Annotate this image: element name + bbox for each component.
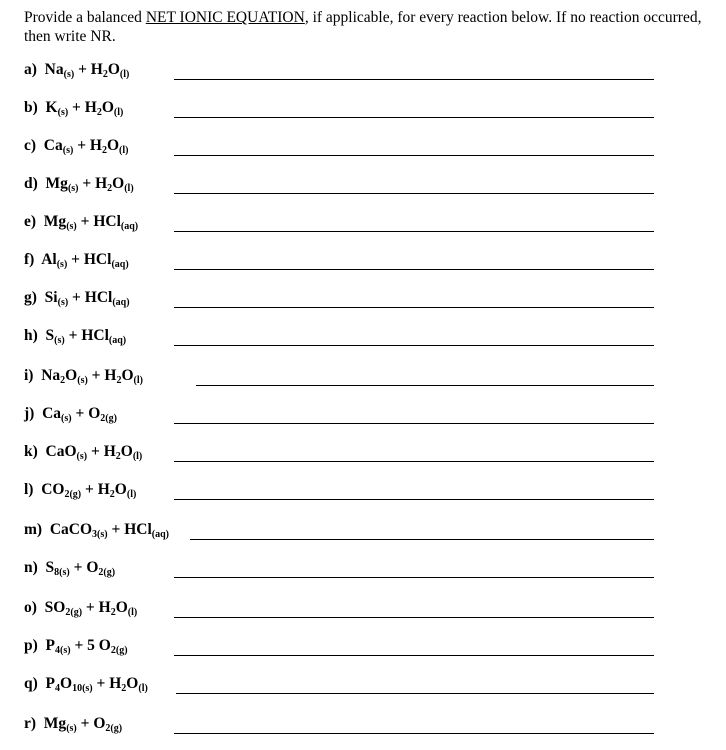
formula-subscript: (aq) [151, 529, 169, 540]
formula-part: O [65, 367, 78, 384]
reaction-label: k) [24, 443, 46, 460]
formula-subscript: (l) [127, 607, 138, 618]
formula-subscript: 2 [101, 145, 107, 156]
formula-subscript: 2(g) [100, 413, 117, 424]
reaction-row [24, 56, 664, 82]
reaction-row [24, 170, 664, 196]
formula-subscript: 2 [96, 107, 102, 118]
reaction-row [24, 710, 664, 736]
answer-line[interactable] [174, 117, 654, 118]
instructions-text: Provide a balanced [24, 9, 146, 26]
formula-part: H [109, 675, 122, 692]
formula-part: O [101, 99, 114, 116]
formula-part: H [98, 599, 111, 616]
reaction-row [24, 516, 664, 542]
reaction-label: r) [24, 715, 44, 732]
reaction-equation [24, 367, 143, 385]
formula-subscript: (l) [126, 489, 137, 500]
formula-subscript: 2(g) [98, 567, 116, 578]
formula-part: + [78, 175, 96, 192]
formula-subscript: 10(s) [72, 683, 93, 694]
reaction-equation [24, 481, 136, 499]
formula-subscript: 3(s) [92, 529, 108, 540]
reaction-row [24, 594, 664, 620]
formula-part: + [64, 327, 82, 344]
reaction-equation [24, 715, 122, 733]
formula-subscript: 2(g) [65, 607, 83, 618]
reaction-label: p) [24, 637, 46, 654]
reaction-label: e) [24, 213, 44, 230]
answer-line[interactable] [174, 269, 654, 270]
formula-part: + [76, 715, 94, 732]
answer-line[interactable] [174, 79, 654, 80]
formula-subscript: (l) [113, 107, 124, 118]
formula-part: + [81, 481, 98, 498]
formula-subscript: (aq) [112, 297, 130, 308]
formula-part: CaCO [49, 521, 93, 538]
formula-part: + [82, 599, 99, 616]
formula-part: Si [44, 289, 58, 306]
reaction-row [24, 284, 664, 310]
reaction-equation [24, 213, 138, 231]
formula-part: Mg [45, 175, 68, 192]
formula-part: + [107, 521, 125, 538]
formula-part: + [68, 289, 85, 306]
reaction-row [24, 400, 664, 426]
reaction-row [24, 476, 664, 502]
reaction-label: i) [24, 367, 42, 384]
answer-line[interactable] [174, 577, 654, 578]
formula-part: H [84, 99, 97, 116]
formula-part: P [45, 675, 56, 692]
formula-part: + [76, 213, 94, 230]
formula-subscript: (aq) [111, 259, 129, 270]
reaction-label: g) [24, 289, 45, 306]
formula-part: S [45, 327, 55, 344]
reaction-row [24, 632, 664, 658]
reaction-equation [24, 99, 123, 117]
reaction-equation [24, 675, 148, 693]
formula-subscript: 2(g) [105, 723, 123, 734]
formula-subscript: (s) [61, 413, 72, 424]
answer-line[interactable] [190, 539, 654, 540]
formula-subscript: 2 [109, 489, 115, 500]
formula-part: H [90, 61, 103, 78]
formula-subscript: (l) [119, 145, 129, 156]
formula-subscript: (l) [124, 183, 134, 194]
formula-subscript: (l) [133, 375, 143, 386]
formula-part: + [67, 251, 84, 268]
answer-line[interactable] [174, 461, 654, 462]
formula-part: H [89, 137, 102, 154]
answer-line[interactable] [196, 385, 654, 386]
formula-subscript: 2 [121, 683, 127, 694]
formula-subscript: 2(g) [64, 489, 82, 500]
formula-subscript: 2 [110, 607, 116, 618]
formula-part: + [92, 675, 110, 692]
formula-part: O [107, 61, 120, 78]
formula-part: O [98, 637, 111, 654]
formula-subscript: (s) [76, 451, 88, 462]
reaction-row [24, 670, 664, 696]
formula-part: HCl [83, 251, 112, 268]
answer-line[interactable] [176, 693, 654, 694]
reaction-row [24, 438, 664, 464]
formula-part: + [71, 405, 89, 422]
reaction-equation [24, 637, 128, 655]
formula-subscript: (s) [54, 335, 65, 346]
reaction-label: f) [24, 251, 42, 268]
instructions-text-end: , if applicable, for every reaction below. If no reaction occurred, then write NR. [24, 9, 702, 45]
formula-part: HCl [124, 521, 152, 538]
reaction-label: d) [24, 175, 46, 192]
formula-subscript: 4 [55, 683, 61, 694]
answer-line[interactable] [174, 423, 654, 424]
formula-subscript: 2(g) [110, 645, 128, 656]
formula-subscript: (aq) [108, 335, 127, 346]
net-ionic-equation-emphasis: NET IONIC EQUATION [145, 9, 305, 26]
formula-subscript: 2 [115, 451, 121, 462]
formula-subscript: (s) [63, 69, 75, 80]
reaction-equation [24, 327, 126, 345]
formula-part: H [95, 175, 108, 192]
formula-subscript: 4(s) [55, 645, 71, 656]
formula-part: Mg [43, 213, 67, 230]
reaction-equation [24, 559, 115, 577]
answer-line[interactable] [174, 617, 654, 618]
formula-part: + [87, 443, 104, 460]
formula-part: + [73, 137, 90, 154]
reaction-row [24, 362, 664, 388]
reaction-label: b) [24, 99, 46, 116]
formula-subscript: (s) [67, 183, 79, 194]
reaction-label: a) [24, 61, 45, 78]
reaction-equation [24, 175, 134, 193]
reaction-label: j) [24, 405, 43, 422]
formula-part: P [45, 637, 56, 654]
formula-part: O [121, 367, 134, 384]
formula-subscript: 8(s) [54, 567, 70, 578]
reaction-equation [24, 61, 129, 79]
reaction-equation [24, 405, 117, 423]
answer-line[interactable] [174, 733, 654, 734]
formula-part: O [115, 599, 128, 616]
formula-part: HCl [84, 289, 113, 306]
formula-subscript: 2 [107, 183, 113, 194]
formula-part: CO [41, 481, 65, 498]
formula-part: O [112, 175, 125, 192]
formula-part: O [114, 481, 127, 498]
formula-part: + [69, 559, 87, 576]
instructions [24, 8, 714, 46]
formula-subscript: (s) [62, 145, 74, 156]
formula-subscript: (l) [119, 69, 130, 80]
formula-part: H [97, 481, 110, 498]
answer-line[interactable] [174, 155, 654, 156]
formula-part: + [74, 61, 91, 78]
formula-subscript: 2 [102, 69, 108, 80]
formula-part: O [86, 559, 99, 576]
formula-subscript: 2 [116, 375, 122, 386]
formula-part: Na [41, 367, 61, 384]
reaction-equation [24, 443, 142, 461]
reaction-label: n) [24, 559, 46, 576]
answer-line[interactable] [174, 499, 654, 500]
formula-part: Ca [43, 137, 63, 154]
formula-part: HCl [81, 327, 109, 344]
formula-part: O [88, 405, 101, 422]
formula-subscript: (s) [57, 107, 69, 118]
reaction-label: h) [24, 327, 46, 344]
formula-subscript: (s) [56, 259, 68, 270]
answer-line[interactable] [174, 231, 654, 232]
formula-part: + [87, 367, 105, 384]
formula-subscript: (s) [57, 297, 69, 308]
reaction-equation [24, 599, 137, 617]
formula-part: H [104, 367, 117, 384]
formula-part: O [120, 443, 133, 460]
formula-subscript: 2 [60, 375, 66, 386]
formula-part: O [126, 675, 139, 692]
formula-part: Al [41, 251, 57, 268]
formula-subscript: (s) [66, 221, 77, 232]
formula-part: Na [44, 61, 64, 78]
reaction-row [24, 94, 664, 120]
formula-part: O [106, 137, 120, 154]
reaction-row [24, 132, 664, 158]
reaction-label: m) [24, 521, 50, 538]
reaction-equation [24, 251, 129, 269]
reaction-row [24, 554, 664, 580]
formula-part: Mg [43, 715, 67, 732]
formula-part: H [103, 443, 116, 460]
answer-line[interactable] [174, 307, 654, 308]
reaction-label: c) [24, 137, 44, 154]
reaction-label: q) [24, 675, 46, 692]
formula-part: CaO [45, 443, 77, 460]
reaction-row [24, 322, 664, 348]
formula-part: O [60, 675, 73, 692]
reaction-equation [24, 289, 130, 307]
formula-part: SO [44, 599, 66, 616]
formula-part: S [45, 559, 55, 576]
reaction-equation [24, 137, 128, 155]
formula-part: Ca [42, 405, 62, 422]
formula-subscript: (s) [66, 723, 77, 734]
formula-subscript: (s) [77, 375, 88, 386]
formula-part: + [68, 99, 85, 116]
answer-line[interactable] [174, 655, 654, 656]
formula-part: + 5 [70, 637, 99, 654]
reaction-row [24, 246, 664, 272]
answer-line[interactable] [174, 345, 654, 346]
formula-part: O [93, 715, 106, 732]
formula-part: K [45, 99, 58, 116]
reaction-equation [24, 521, 169, 539]
reaction-row [24, 208, 664, 234]
formula-part: HCl [93, 213, 121, 230]
answer-line[interactable] [174, 193, 654, 194]
formula-subscript: (l) [138, 683, 148, 694]
formula-subscript: (l) [132, 451, 143, 462]
reaction-label: o) [24, 599, 45, 616]
formula-subscript: (aq) [120, 221, 139, 232]
reaction-label: l) [24, 481, 42, 498]
